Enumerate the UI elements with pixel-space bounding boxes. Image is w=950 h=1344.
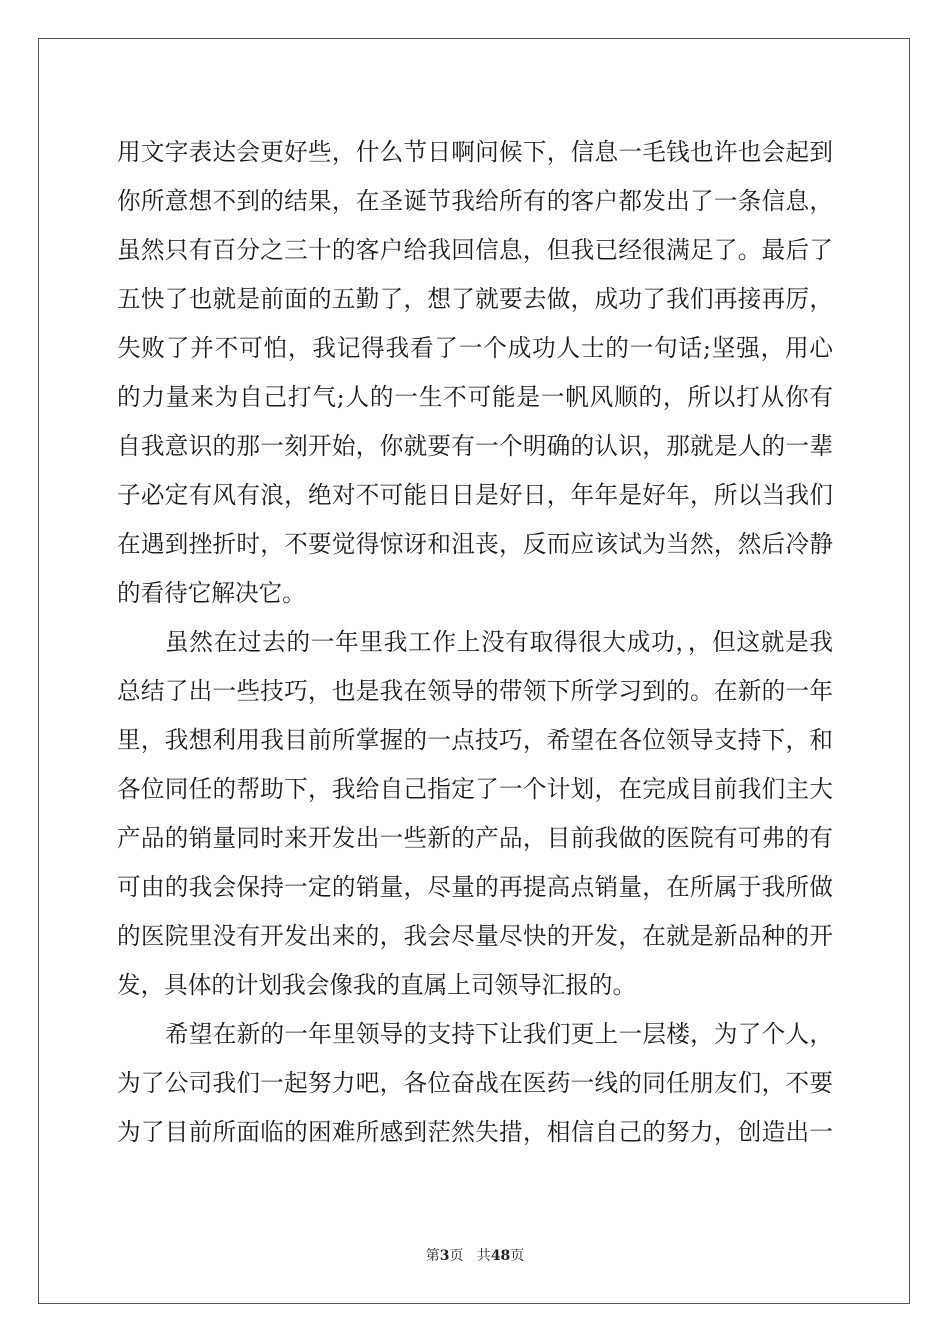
text-line: 虽然只有百分之三十的客户给我回信息，但我已经很满足了。最后了 <box>117 236 833 264</box>
text-line: 总结了出一些技巧，也是我在领导的带领下所学习到的。在新的一年 <box>117 677 833 705</box>
text-line: 用文字表达会更好些，什么节日啊问候下，信息一毛钱也许也会起到 <box>117 138 833 166</box>
total-suffix: 页 <box>510 1248 525 1264</box>
text-line: 自我意识的那一刻开始，你就要有一个明确的认识，那就是人的一辈 <box>117 432 833 460</box>
page-prefix: 第 <box>425 1248 440 1264</box>
text-line: 失败了并不可怕，我记得我看了一个成功人士的一句话;坚强，用心 <box>117 334 833 362</box>
text-line: 可由的我会保持一定的销量，尽量的再提高点销量，在所属于我所做 <box>117 873 833 901</box>
text-line: 为了公司我们一起努力吧，各位奋战在医药一线的同任朋友们，不要 <box>117 1069 833 1097</box>
text-line: 里，我想利用我目前所掌握的一点技巧，希望在各位领导支持下，和 <box>117 726 833 754</box>
text-line: 在遇到挫折时，不要觉得惊讶和沮丧，反而应该试为当然，然后冷静 <box>117 530 833 558</box>
text-line: 的看待它解决它。 <box>117 579 306 607</box>
text-line: 五快了也就是前面的五勤了，想了就要去做，成功了我们再接再厉， <box>117 285 833 313</box>
page-footer <box>0 1245 950 1265</box>
text-line: 你所意想不到的结果，在圣诞节我给所有的客户都发出了一条信息， <box>117 187 833 215</box>
text-line: 子必定有风有浪，绝对不可能日日是好日，年年是好年，所以当我们 <box>117 481 833 509</box>
text-line: 产品的销量同时来开发出一些新的产品，目前我做的医院有可弗的有 <box>117 824 833 852</box>
text-line: 希望在新的一年里领导的支持下让我们更上一层楼，为了个人， <box>165 1020 833 1048</box>
text-line: 各位同任的帮助下，我给自己指定了一个计划，在完成目前我们主大 <box>117 775 833 803</box>
text-line: 的医院里没有开发出来的，我会尽量尽快的开发，在就是新品种的开 <box>117 922 833 950</box>
text-line: 发，具体的计划我会像我的直属上司领导汇报的。 <box>117 971 637 999</box>
text-line: 的力量来为自己打气;人的一生不可能是一帆风顺的，所以打从你有 <box>117 383 833 411</box>
document-body <box>117 128 833 1157</box>
page-number: 3 <box>439 1248 450 1264</box>
text-line: 虽然在过去的一年里我工作上没有取得很大成功，，但这就是我 <box>165 628 833 656</box>
page-suffix: 页 <box>449 1248 464 1264</box>
total-prefix: 共 <box>476 1248 491 1264</box>
text-line: 为了目前所面临的困难所感到茫然失措，相信自己的努力，创造出一 <box>117 1118 833 1146</box>
total-pages: 48 <box>490 1248 511 1264</box>
